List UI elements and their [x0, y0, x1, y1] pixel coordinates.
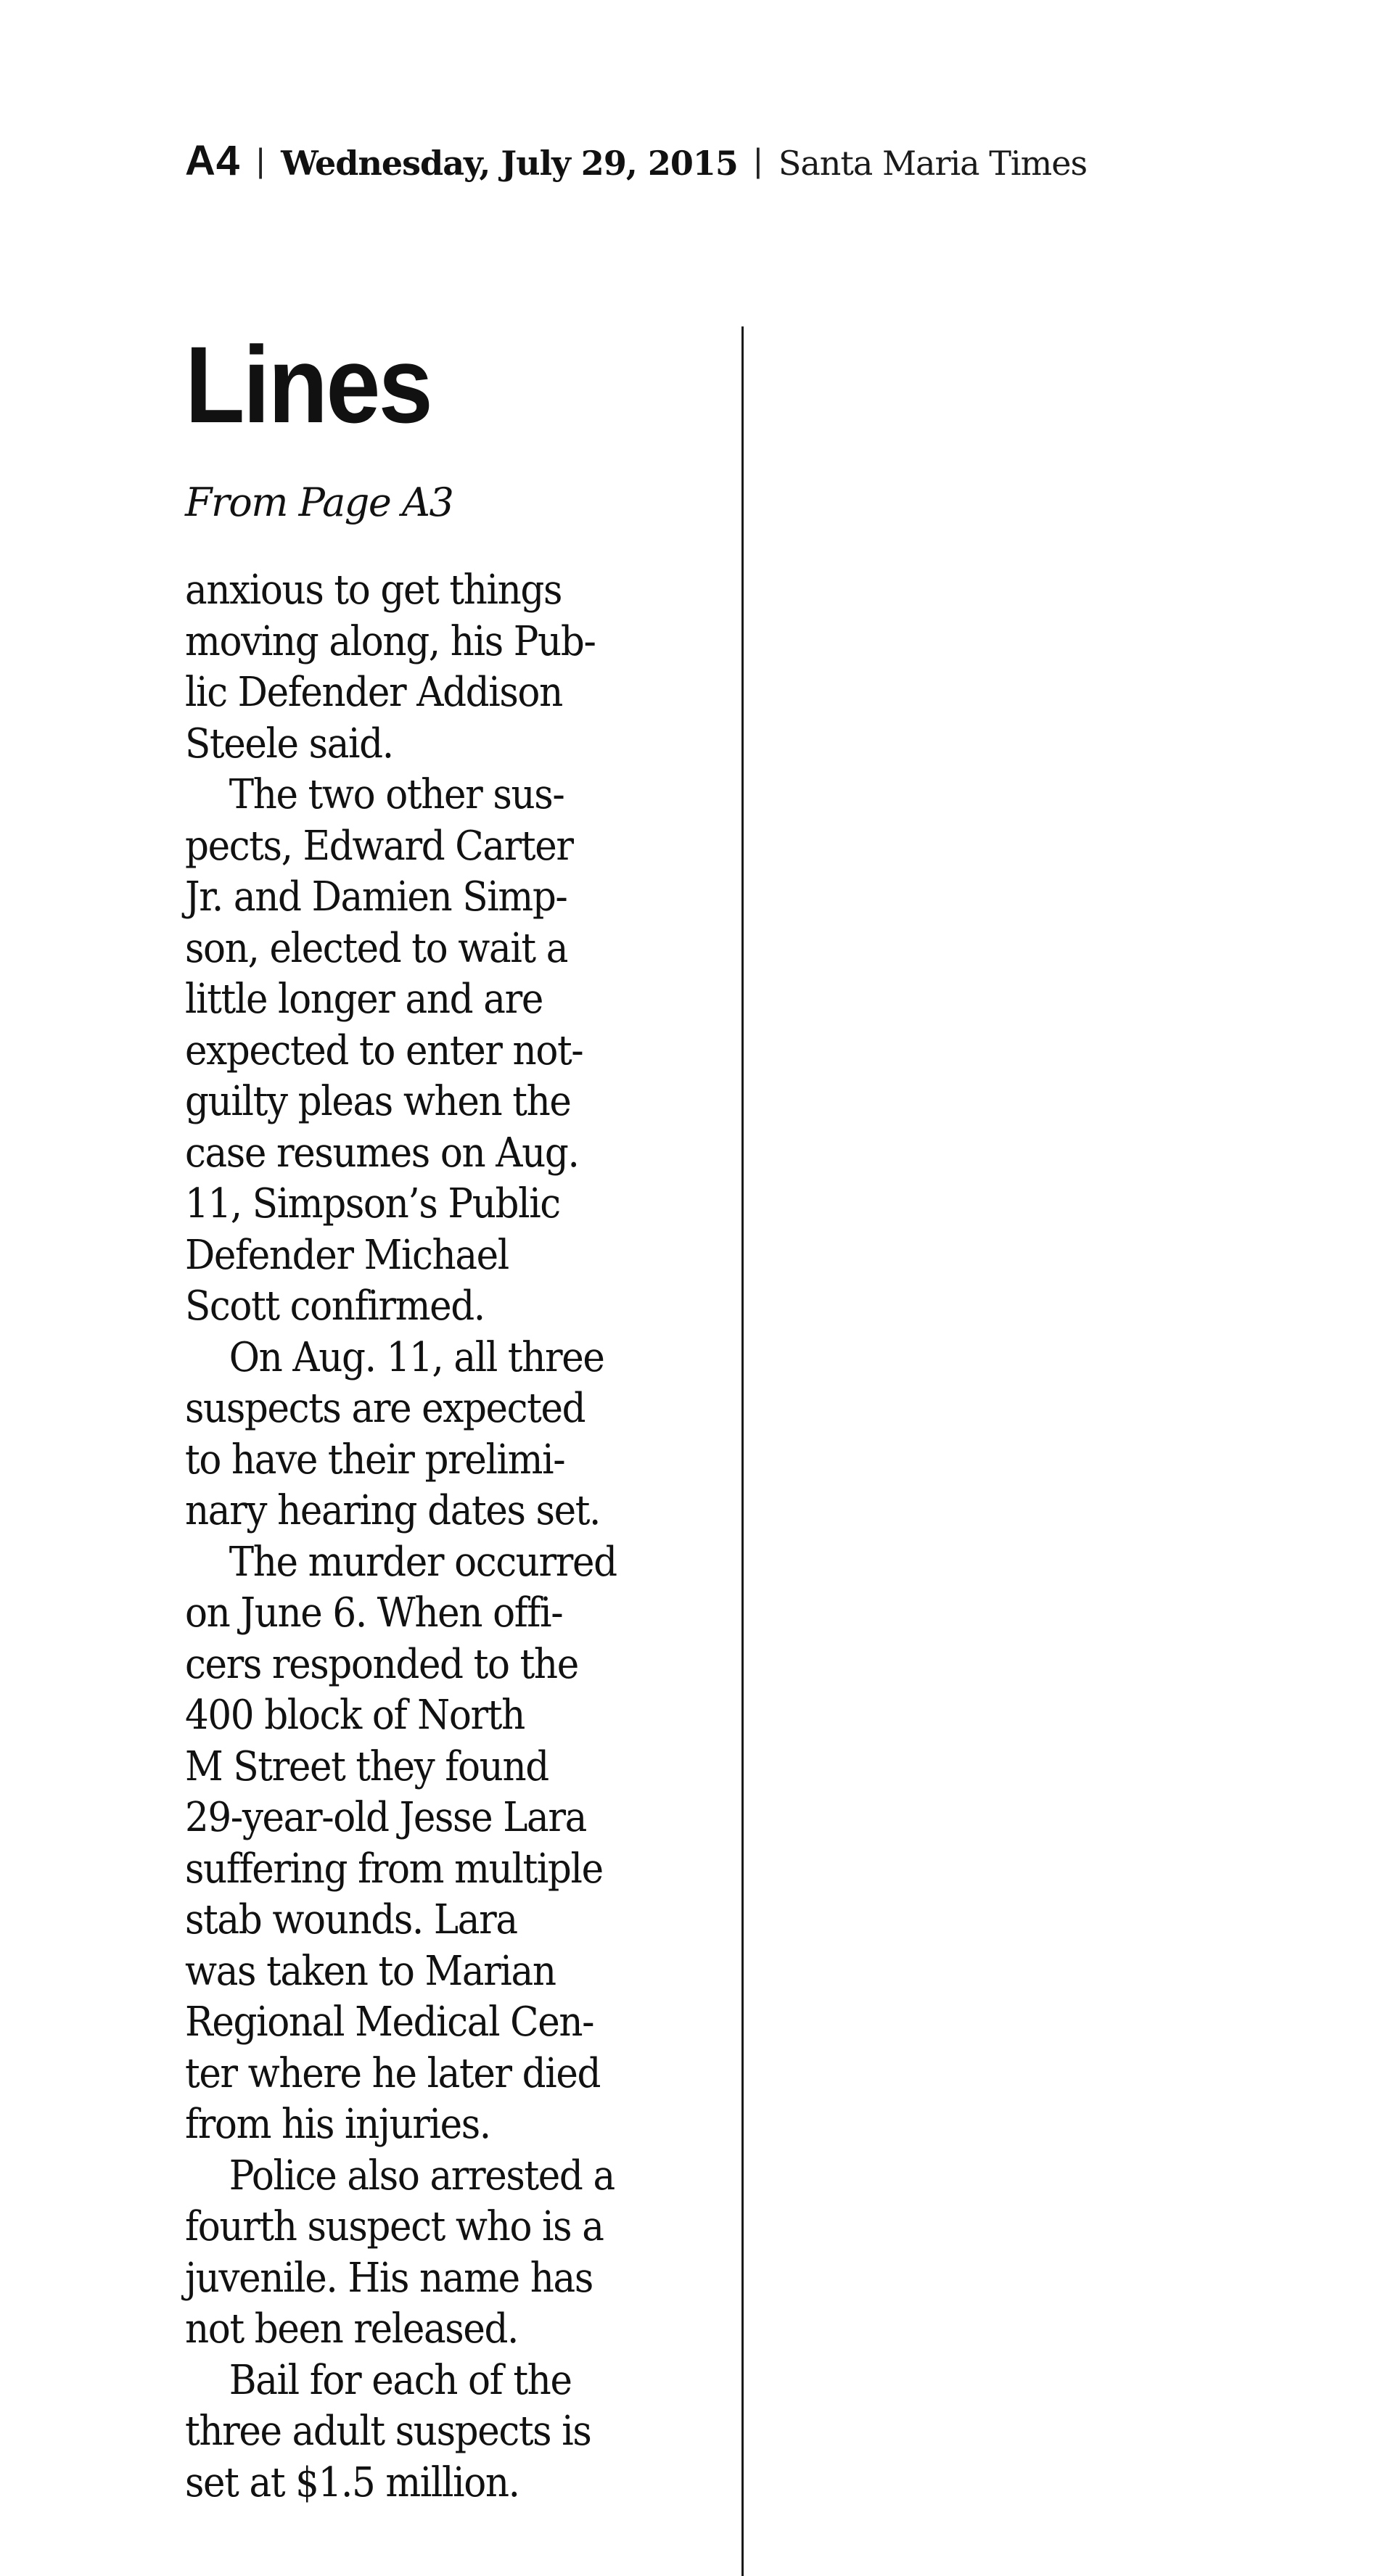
text-line: juvenile. His name has [185, 2254, 593, 2302]
text-line: suffering from multiple [185, 1845, 603, 1893]
text-line: Police also arrested a [229, 2152, 615, 2200]
text-line: expected to enter not- [185, 1026, 583, 1074]
page-number: A4 [185, 137, 241, 184]
article-paragraph [185, 2355, 712, 2509]
issue-date: Wednesday, July 29, 2015 [281, 144, 738, 183]
text-line: pects, Edward Carter [185, 822, 573, 870]
headline: Lines [185, 324, 432, 445]
text-line: anxious to get things [185, 567, 562, 614]
text-line: suspects are expected [185, 1385, 585, 1432]
article-body [185, 565, 712, 2509]
text-line: three adult suspects is [185, 2408, 591, 2455]
text-line: Jr. and Damien Simp- [185, 873, 567, 921]
text-line: Steele said. [185, 720, 393, 768]
text-line: to have their prelimi- [185, 1436, 565, 1484]
text-line: fourth suspect who is a [185, 2203, 604, 2250]
publication-name: Santa Maria Times [778, 144, 1088, 183]
text-line: On Aug. 11, all three [229, 1333, 604, 1381]
text-line: son, elected to wait a [185, 924, 568, 972]
text-line: The murder occurred [229, 1538, 617, 1586]
article-paragraph [185, 1537, 712, 2151]
header-separator: | [753, 141, 763, 179]
text-line: was taken to Marian [185, 1947, 556, 1995]
text-line: M Street they found [185, 1742, 548, 1790]
text-line: not been released. [185, 2305, 519, 2353]
text-line: moving along, his Pub- [185, 617, 596, 665]
text-line: nary hearing dates set. [185, 1487, 601, 1534]
article [185, 324, 707, 2509]
page-header [185, 136, 1087, 194]
text-line: 11, Simpson’s Public [185, 1180, 560, 1227]
text-line: Bail for each of the [229, 2356, 572, 2404]
text-line: 400 block of North [185, 1692, 525, 1739]
text-line: stab wounds. Lara [185, 1896, 517, 1943]
text-line: cers responded to the [185, 1640, 578, 1688]
text-line: little longer and are [185, 976, 543, 1023]
column-rule [741, 326, 744, 2576]
text-line: The two other sus- [229, 771, 564, 818]
text-line: set at $1.5 million. [185, 2458, 519, 2506]
jump-line: From Page A3 [185, 480, 453, 525]
text-line: lic Defender Addison [185, 669, 562, 716]
text-line: case resumes on Aug. [185, 1129, 579, 1177]
text-line: Scott confirmed. [185, 1283, 485, 1330]
text-line: on June 6. When offi- [185, 1589, 563, 1637]
article-paragraph [185, 2151, 712, 2355]
header-separator: | [256, 141, 266, 179]
article-paragraph [185, 1333, 712, 1537]
text-line: Defender Michael [185, 1231, 509, 1279]
text-line: 29-year-old Jesse Lara [185, 1794, 586, 1841]
text-line: ter where he later died [185, 2049, 601, 2097]
article-paragraph [185, 770, 712, 1333]
article-paragraph [185, 565, 712, 770]
text-line: Regional Medical Cen- [185, 1999, 594, 2046]
text-line: guilty pleas when the [185, 1078, 571, 1125]
text-line: from his injuries. [185, 2101, 490, 2148]
